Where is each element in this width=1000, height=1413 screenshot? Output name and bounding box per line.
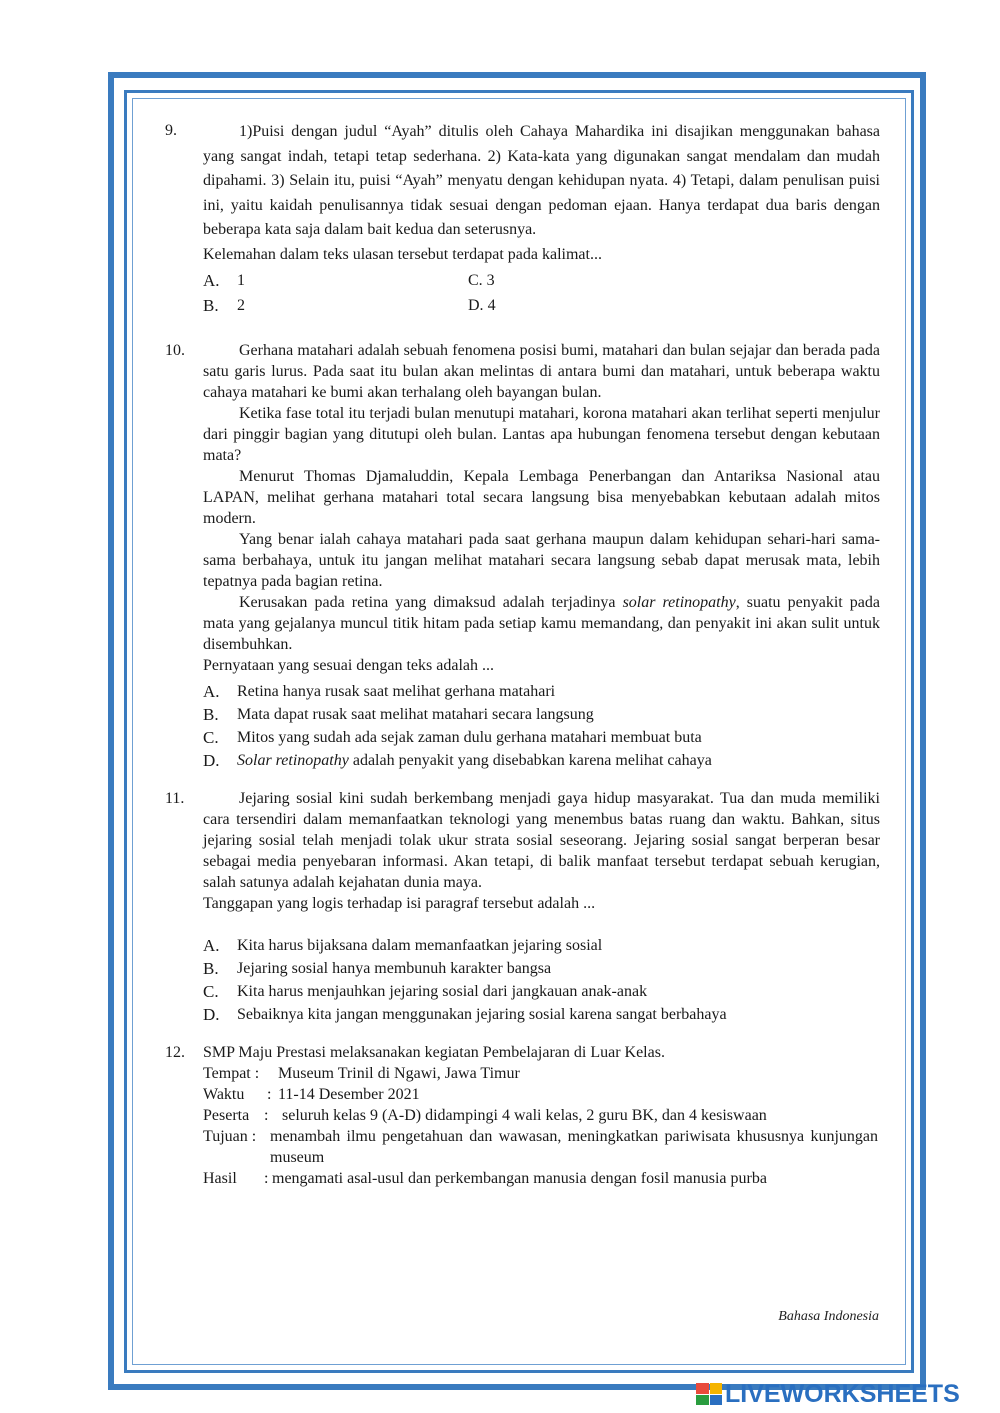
option-text: Mitos yang sudah ada sejak zaman dulu gerhana matahari membuat buta	[237, 729, 702, 746]
info-value: 11-14 Desember 2021	[278, 1086, 420, 1103]
option-letter: D.	[203, 751, 220, 770]
paragraph: Jejaring sosial kini sudah berkembang menjadi gaya hidup masyarakat. Tua dan muda memiliki cara tersendiri dalam memanfaatkan teknologi yang menembus batas ruang dan waktu. Bahkan, situs jejaring sosial telah menjadi tolak ukur strata sosial seseorang. Jejaring sosial sangat berperan besar sebagai media penyebaran informasi. Akan tetapi, di balik manfaat tersebut terdapat sebuah kerugian, salah satunya adalah kejahatan dunia maya.	[203, 790, 880, 891]
question-number: 10.	[165, 342, 185, 359]
option-c[interactable]	[468, 269, 668, 294]
option-text: 3	[486, 272, 495, 289]
option-text: 2	[237, 296, 245, 314]
option-letter: D.	[468, 296, 484, 314]
option-letter: C.	[468, 272, 483, 289]
option-b[interactable]	[203, 294, 468, 319]
info-value: mengamati asal-usul dan perkembangan manusia dengan fosil manusia purba	[272, 1170, 767, 1187]
question-prompt: Tanggapan yang logis terhadap isi paragraf tersebut adalah ...	[203, 895, 596, 912]
liveworksheets-brand[interactable]	[696, 1379, 960, 1408]
answer-options	[203, 680, 880, 772]
option-d[interactable]	[203, 1003, 880, 1026]
paragraph: Ketika fase total itu terjadi bulan menutupi matahari, korona matahari akan terlihat seperti menjulur dari pinggir bagian yang ditutupi oleh bulan. Lantas apa hubungan fenomena tersebut dengan kebutaan mata?	[203, 405, 880, 464]
option-b[interactable]	[203, 703, 880, 726]
info-label: Waktu	[203, 1086, 245, 1103]
option-text: Mata dapat rusak saat melihat matahari secara langsung	[237, 706, 594, 723]
info-row-waktu: Waktu : 11-14 Desember 2021	[203, 1086, 420, 1103]
option-c[interactable]	[203, 980, 880, 1003]
option-text: Retina hanya rusak saat melihat gerhana matahari	[237, 683, 556, 700]
paragraph: Gerhana matahari adalah sebuah fenomena posisi bumi, matahari dan bulan sejajar dan berada pada satu garis lurus. Pada saat itu bulan akan melintas di antara bumi dan matahari, untuk beberapa waktu cahaya matahari ke bumi akan terhalang oleh bayangan bulan.	[203, 342, 880, 401]
question-number: 12.	[165, 1044, 185, 1061]
option-letter: A.	[203, 936, 220, 955]
answer-options	[203, 269, 880, 318]
info-value: menambah ilmu pengetahuan dan wawasan, meningkatkan pariwisata khususnya kunjungan museum	[270, 1128, 878, 1166]
option-text: 1	[237, 272, 245, 289]
option-text: Sebaiknya kita jangan menggunakan jejaring sosial karena sangat berbahaya	[237, 1006, 727, 1023]
option-d[interactable]	[468, 294, 668, 319]
footer-subject: Bahasa Indonesia	[778, 1309, 879, 1324]
option-text: Kita harus menjauhkan jejaring sosial dari jangkauan anak-anak	[237, 983, 648, 1000]
liveworksheets-logo-icon	[696, 1383, 722, 1405]
option-letter: C.	[203, 982, 219, 1001]
option-letter: B.	[203, 705, 219, 724]
info-label: Tujuan :	[203, 1128, 257, 1145]
answer-options	[203, 934, 880, 1026]
option-text: Solar retinopathy adalah penyakit yang disebabkan karena melihat cahaya	[237, 752, 712, 769]
option-letter: B.	[203, 959, 219, 978]
option-a[interactable]	[203, 680, 880, 703]
info-row-hasil: Hasil : mengamati asal-usul dan perkembangan manusia dengan fosil manusia purba	[203, 1170, 767, 1187]
question-prompt: Kelemahan dalam teks ulasan tersebut terdapat pada kalimat...	[203, 245, 602, 263]
option-c[interactable]	[203, 726, 880, 749]
worksheet-content	[165, 120, 880, 1189]
question-9	[165, 120, 880, 318]
paragraph: Menurut Thomas Djamaluddin, Kepala Lembaga Penerbangan dan Antariksa Nasional atau LAPAN, melihat gerhana matahari total secara langsung bisa menyebabkan kebutaan adalah mitos modern.	[203, 468, 880, 527]
info-label: Peserta	[203, 1107, 250, 1124]
option-a[interactable]	[203, 934, 880, 957]
info-value: seluruh kelas 9 (A-D) didampingi 4 wali kelas, 2 guru BK, dan 4 kesiswaan	[282, 1107, 767, 1124]
info-row-peserta: Peserta : seluruh kelas 9 (A-D) didampingi 4 wali kelas, 2 guru BK, dan 4 kesiswaan	[203, 1107, 767, 1124]
question-number: 9.	[165, 122, 177, 139]
option-b[interactable]	[203, 957, 880, 980]
paragraph: Yang benar ialah cahaya matahari pada saat gerhana maupun dalam kehidupan sehari-hari sama-sama berbahaya, untuk itu jangan melihat matahari secara langsung sebab dapat merusak mata, lebih tepatnya pada bagian retina.	[203, 531, 880, 590]
question-11	[165, 788, 880, 1026]
question-10	[165, 340, 880, 772]
option-text: Jejaring sosial hanya membunuh karakter bangsa	[237, 960, 552, 977]
paragraph: Kerusakan pada retina yang dimaksud adalah terjadinya solar retinopathy, suatu penyakit pada mata yang gejalanya muncul titik hitam pada setiap kamu memandang, dan penyakit ini akan sulit untuk disembuhkan.	[203, 594, 880, 653]
info-value: Museum Trinil di Ngawi, Jawa Timur	[278, 1065, 520, 1082]
question-12	[165, 1042, 880, 1189]
info-label: Hasil	[203, 1170, 237, 1187]
info-label: Tempat :	[203, 1065, 260, 1082]
option-text: Kita harus bijaksana dalam memanfaatkan jejaring sosial	[237, 937, 603, 954]
option-letter: B.	[203, 295, 219, 315]
option-letter: D.	[203, 1005, 220, 1024]
info-row-tujuan	[203, 1126, 880, 1168]
option-letter: A.	[203, 682, 220, 701]
option-text: 4	[487, 296, 496, 314]
term-italic: solar retinopathy	[622, 594, 736, 611]
option-letter: A.	[203, 271, 220, 290]
info-row-tempat	[203, 1063, 880, 1084]
question-number: 11.	[165, 790, 185, 807]
option-d[interactable]	[203, 749, 880, 772]
question-text: 1)Puisi dengan judul “Ayah” ditulis oleh Cahaya Mahardika ini disajikan menggunakan bahasa yang sangat indah, tetapi tetap sederhana. 2) Kata-kata yang digunakan sangat mendalam dan mudah dipahami. 3) Selain itu, puisi “Ayah” menyatu dengan kehidupan nyata. 4) Tetapi, dalam penulisan puisi ini, yaitu kaidah penulisannya tidak sesuai dengan pedoman ejaan. Hanya terdapat dua baris dengan beberapa kata saja dalam bait kedua dan seterusnya.	[203, 123, 880, 238]
question-prompt: Pernyataan yang sesuai dengan teks adalah ...	[203, 657, 495, 674]
question-intro: SMP Maju Prestasi melaksanakan kegiatan Pembelajaran di Luar Kelas.	[203, 1044, 665, 1061]
option-letter: C.	[203, 728, 219, 747]
brand-text: LIVEWORKSHEETS	[725, 1379, 960, 1408]
option-a[interactable]	[203, 269, 468, 294]
